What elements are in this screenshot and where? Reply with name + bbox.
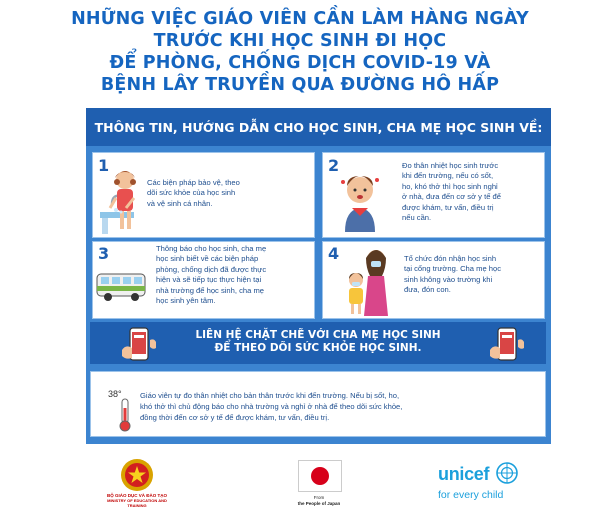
school-bus-icon bbox=[95, 270, 149, 304]
contact-line-2: ĐỂ THEO DÕI SỨC KHỎE HỌC SINH. bbox=[214, 342, 422, 354]
unicef-wordmark: unicef bbox=[438, 464, 490, 484]
card-2-number: 2 bbox=[328, 156, 340, 175]
title-line-3: ĐỂ PHÒNG, CHỐNG DỊCH COVID-19 VÀ bbox=[109, 53, 491, 73]
card-1-number: 1 bbox=[98, 156, 110, 175]
card-4-text: Tổ chức đón nhận học sinh tại cổng trường. Cha mẹ học sinh không vào trường khi đưa, đón con. bbox=[404, 254, 502, 295]
card-3-number: 3 bbox=[98, 244, 110, 263]
thermometer-icon bbox=[118, 398, 132, 432]
card-4-number: 4 bbox=[328, 244, 340, 263]
parent-child-masks-icon bbox=[340, 246, 396, 316]
title-line-2: TRƯỚC KHI HỌC SINH ĐI HỌC bbox=[153, 31, 447, 51]
ministry-name: BỘ GIÁO DỤC VÀ ĐÀO TẠO MINISTRY OF EDUCATION AND TRAINING bbox=[106, 493, 167, 508]
panel-header: THÔNG TIN, HƯỚNG DẪN CHO HỌC SINH, CHA MẸ HỌC SINH VỀ: bbox=[86, 108, 551, 146]
japan-caption: From the People of Japan bbox=[297, 495, 341, 506]
temperature-text: Giáo viên tự đo thân nhiệt cho bản thân trước khi đến trường. Nếu bị sốt, ho, khó thở thì chủ động báo cho nhà trường và nghỉ ở nhà để theo dõi sức khỏe, đồng thời đến cơ sở y tế để được khám, tư vấn, điều trị. bbox=[140, 391, 403, 422]
card-2-text: Đo thân nhiệt học sinh trước khi đến trường, nếu có sốt, ho, khó thở thì học sinh nghỉ ở nhà, đưa đến cơ sở y tế để được khám, tư vấn, điều trị nếu cần. bbox=[402, 161, 501, 223]
temperature-label: 38° bbox=[108, 389, 122, 399]
card-1-text: Các biện pháp bảo vệ, theo dõi sức khỏe của học sinh và vệ sinh cá nhân. bbox=[147, 178, 240, 208]
unicef-globe-icon bbox=[496, 462, 518, 484]
phone-icon bbox=[120, 326, 160, 362]
poster-title bbox=[0, 8, 600, 96]
japan-flag-icon bbox=[298, 460, 342, 492]
contact-line-1: LIÊN HỆ CHẶT CHẼ VỚI CHA MẸ HỌC SINH bbox=[195, 329, 441, 341]
card-3-text: Thông báo cho học sinh, cha mẹ học sinh biết về các biện pháp phòng, chống dịch đã được thực hiện và sẽ tiếp tục thực hiện tại nhà trường để học sinh, cha mẹ học sinh yên tâm. bbox=[156, 244, 267, 306]
girl-washing-hands-icon bbox=[98, 168, 144, 234]
title-line-4: BỆNH LÂY TRUYỀN QUA ĐƯỜNG HÔ HẤP bbox=[100, 75, 500, 95]
sick-boy-icon bbox=[337, 170, 383, 232]
ministry-emblem-icon bbox=[120, 458, 154, 492]
phone-icon bbox=[488, 326, 528, 362]
title-line-1: NHỮNG VIỆC GIÁO VIÊN CẦN LÀM HÀNG NGÀY bbox=[71, 9, 529, 29]
unicef-tagline: for every child bbox=[438, 489, 504, 501]
